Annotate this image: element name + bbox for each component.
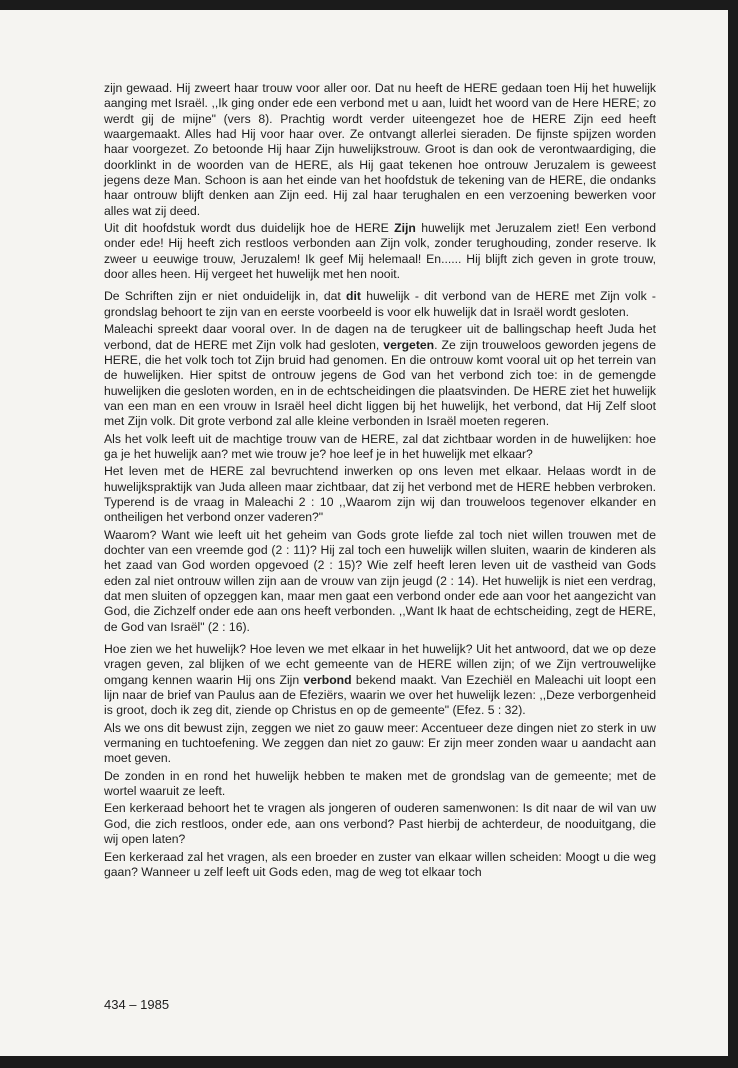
text-segment: huwelijk met Jeruzalem ziet! Een verbond onder ede! Hij heeft zich restloos verbonden aan Zijn volk, zonder terughouding, zonder reserve. Ik zweer u eeuwige trouw, Jeruzalem! Ik geef Mij helemaal! En...... Hij blijft zich geven in grote trouw, door alles heen. Hij vergeet het huwelijk met hen nooit. <box>104 221 656 282</box>
paragraph-11 <box>104 801 656 847</box>
paragraph-8 <box>104 642 656 719</box>
paragraph-7 <box>104 528 656 635</box>
paragraph-6 <box>104 464 656 525</box>
text-segment: Het leven met de HERE zal bevruchtend inwerken op ons leven met elkaar. Helaas wordt in de huwelijkspraktijk van Juda alleen maar zichtbaar, dat zij het verbond met de HERE hebben verbroken. Typerend is de vraag in Maleachi 2 : 10 ,,Waarom zijn wij dan trouweloos tegenover elkander en ontheiligen het verbond onzer vaderen?" <box>104 464 656 525</box>
text-segment: Waarom? Want wie leeft uit het geheim van Gods grote liefde zal toch niet willen trouwen met de dochter van een vreemde god (2 : 11)? Hij zal toch een huwelijk willen sluiten, waarin de kinderen als het zaad van God worden opgevoed (2 : 15)? Wie zelf heeft leren leven uit de vastheid van Gods eden zal niet ontrouw willen zijn aan de vrouw van zijn jeugd (2 : 14). Het huwelijk is niet een verdrag, dat men sluiten of opzeggen kan, maar men gaat een verbond onder ede aan voor het aangezicht van God, die Zichzelf onder ede aan ons heeft verbonden. ,,Want Ik haat de echtscheiding, zegt de HERE, de God van Israël" (2 : 16). <box>104 527 656 634</box>
text-segment: Als het volk leeft uit de machtige trouw van de HERE, zal dat zichtbaar worden in de huwelijken: hoe ga je het huwelijk aan? met wie trouw je? hoe leef je in het huwelijk met elkaar? <box>104 431 656 461</box>
scan-border-top <box>0 0 738 10</box>
page-number: 434 – 1985 <box>104 997 170 1012</box>
scan-border-right <box>728 0 738 1068</box>
paragraph-4 <box>104 322 656 429</box>
bold-term: vergeten <box>383 337 435 352</box>
paragraph-1 <box>104 81 656 219</box>
paragraph-9 <box>104 721 656 767</box>
paragraph-2 <box>104 221 656 282</box>
bold-term: dit <box>346 289 361 304</box>
text-segment: Als we ons dit bewust zijn, zeggen we niet zo gauw meer: Accentueer deze dingen niet zo sterk in uw vermaning en tuchtoefening. We zeggen dan niet zo gauw: Er zijn meer zonden waar u aandacht aan moet geven. <box>104 720 656 766</box>
text-segment: Een kerkeraad zal het vragen, als een broeder en zuster van elkaar willen scheiden: Moogt u die weg gaan? Wanneer u zelf leeft uit Gods eden, mag de weg tot elkaar toch <box>104 849 656 879</box>
text-segment: Maleachi spreekt daar vooral over. In de dagen na de terugkeer uit de ballingschap heeft Juda het verbond, dat de HERE met Zijn volk had gesloten, <box>104 322 656 352</box>
text-segment: De zonden in en rond het huwelijk hebben te maken met de grondslag van de gemeente; met de wortel waaruit ze leeft. <box>104 768 656 799</box>
text-segment: Hoe zien we het huwelijk? Hoe leven we met elkaar in het huwelijk? Uit het antwoord, dat we op deze vragen geven, zal blijken of we echt gemeente van de HERE willen zijn; of we Zijn vertrouwelijke omgang kennen waarin Hij ons Zijn <box>104 642 656 687</box>
text-segment: De Schriften zijn er niet onduidelijk in, dat <box>104 289 347 304</box>
text-segment: Uit dit hoofdstuk wordt dus duidelijk hoe de HERE <box>104 221 395 236</box>
paragraph-12 <box>104 850 656 881</box>
text-segment: huwelijk - dit verbond van de HERE met Zijn volk - grondslag behoort te zijn van en eerste voorbeeld is voor elk huwelijk dat in Israël wordt gesloten. <box>104 289 656 319</box>
paragraph-5 <box>104 432 656 463</box>
text-segment: zijn gewaad. Hij zweert haar trouw voor aller oor. Dat nu heeft de HERE gedaan toen Hij het huwelijk aanging met Israël. ,,Ik ging onder ede een verbond met u aan, luidt het woord van de Here HERE; zo werdt gij de mijne" (vers 8). Prachtig wordt verder uiteengezet hoe de HERE Zijn eed heeft waargemaakt. Alles had Hij voor haar over. Ze ontvangt allerlei sieraden. De fijnste spijzen worden haar voorgezet. Zo betoonde Hij haar Zijn huwelijkstrouw. Groot is dan ook de verontwaardiging, die doorklinkt in de woorden van de HERE, als Hij gaat tekenen hoe ontrouw Jeruzalem is geweest jegens deze Man. Schoon is aan het einde van het hoofdstuk de tekening van de HERE, die ondanks haar ontrouw blijft denken aan Zijn eed. Hij zal haar terughalen en een verzoening bewerken voor alles wat zij deed. <box>104 81 656 218</box>
scan-border-bottom <box>0 1056 738 1068</box>
text-segment: Een kerkeraad behoort het te vragen als jongeren of ouderen samenwonen: Is dit naar de wil van uw God, die zich restloos, onder ede, aan ons verbond? Past hierbij de achterdeur, de nooduitgang, die wij open laten? <box>104 801 656 847</box>
paragraph-10 <box>104 769 656 800</box>
bold-term: verbond <box>303 672 352 687</box>
paragraph-3 <box>104 289 656 320</box>
page-body <box>104 81 656 882</box>
text-segment: . Ze zijn trouweloos geworden jegens de HERE, die het volk toch tot Zijn bruid had genomen. En die ontrouw komt vooral uit op het terrein van de huwelijken. Hier spitst de ontrouw jegens de God van het verbond zich toe: in de gemengde huwelijken die gesloten worden, en in de echtscheidingen die plaatsvinden. De HERE ziet het huwelijk van een man en een vrouw in Israël heel dicht liggen bij het huwelijk, het verbond, dat Hij Zelf sloot met Zijn volk. Dit grote verbond zal alle kleine verbonden in Israël moeten regeren. <box>104 337 656 429</box>
bold-term: Zijn <box>394 221 416 236</box>
text-segment: bekend maakt. Van Ezechiël en Maleachi uit loopt een lijn naar de brief van Paulus aan de Efeziërs, waarin we over het huwelijk lezen: ,,Deze verborgenheid is groot, doch ik zeg dit, ziende op Christus en op de gemeente" (Efez. 5 : 32). <box>104 672 656 718</box>
